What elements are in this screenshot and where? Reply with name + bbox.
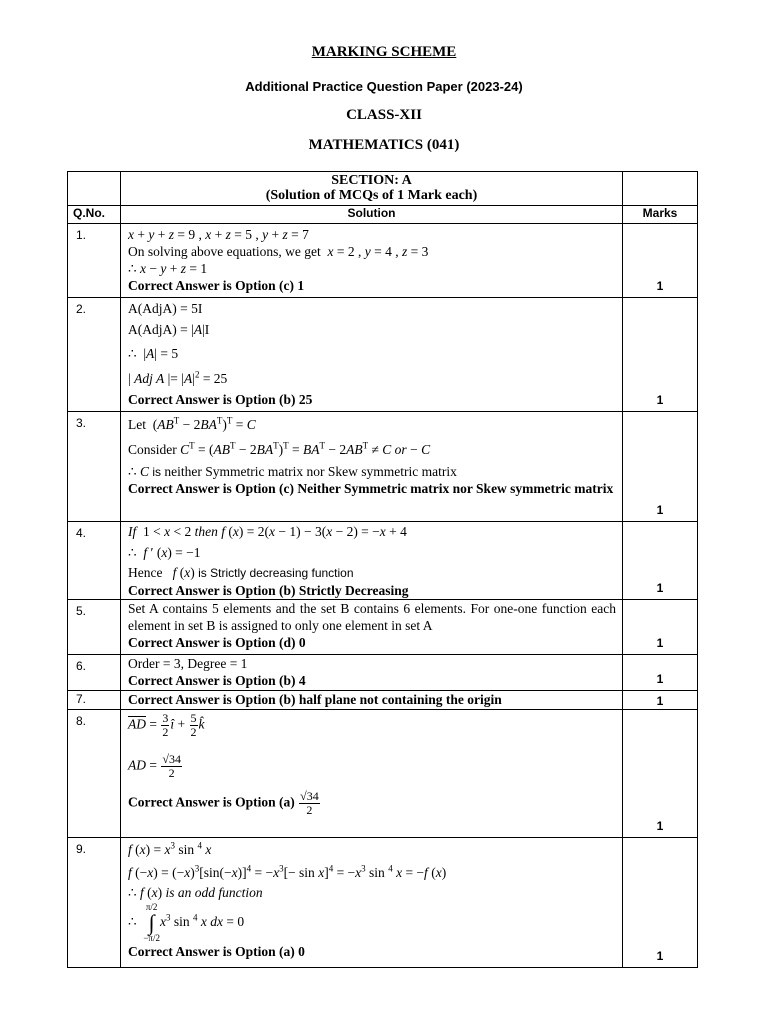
solution-line: ∴ x − y + z = 1 [128, 261, 208, 276]
solution-line: ∴ |A| = 5 [128, 346, 179, 361]
solution-line: A(AdjA) = |A|I [128, 322, 210, 337]
marks-cell: 1 [623, 710, 698, 838]
correct-answer: Correct Answer is Option (c) 1 [128, 278, 305, 293]
marks-column-header: Marks [623, 206, 698, 224]
document-subtitle: Additional Practice Question Paper (2023-24) [245, 79, 523, 94]
column-header-row [68, 206, 698, 224]
solution-line: ∴ π/2 ∫ $-\pi/2x^3$ sin $^4$ x dx = 0 [128, 902, 245, 943]
qno-column-header: Q.No. [68, 206, 121, 224]
question-number: 8. [68, 710, 121, 838]
correct-answer: Correct Answer is Option (b) Strictly Decreasing [128, 583, 409, 598]
solution-line: ∴ C is neither Symmetric matrix nor Skew symmetric matrix [128, 464, 457, 479]
correct-answer: Correct Answer is Option (a) $\frac{√34}{2}$ [128, 789, 319, 817]
marks-cell: 1 [623, 522, 698, 600]
class-heading: CLASS-XII [346, 107, 422, 123]
question-number: 6. [68, 655, 121, 691]
solution-cell [121, 412, 623, 522]
question-number: 3. [68, 412, 121, 522]
question-row-2 [68, 298, 698, 412]
section-name: SECTION: A [331, 173, 412, 188]
marks-cell: 1 [623, 412, 698, 522]
solution-cell [121, 600, 623, 655]
solution-line: A(AdjA) = 5I [128, 301, 203, 316]
correct-answer: Correct Answer is Option (b) 4 [128, 673, 306, 688]
question-number: 7. [68, 691, 121, 710]
question-row-9 [68, 838, 698, 968]
question-row-4 [68, 522, 698, 600]
solution-line: Hence f (x) is Strictly decreasing function [128, 565, 354, 580]
marks-cell: 1 [623, 224, 698, 298]
solution-cell [121, 710, 623, 838]
question-number: 1. [68, 224, 121, 298]
solution-line: x + y + z = 9 , x + z = 5 , y + z = 7 [128, 227, 309, 242]
solution-cell [121, 838, 623, 968]
solution-line: f $(-x) = (-x)^3[\sin(-x)]^4 = -x^3[- \sin x]^4 = -x^3$ sin $^4$ x = −f (x) [128, 863, 447, 880]
marking-scheme-table [67, 171, 698, 968]
question-row-8 [68, 710, 698, 838]
question-row-6 [68, 655, 698, 691]
solution-line: AD = $\frac{√34}{2}$ [128, 752, 181, 780]
question-number: 9. [68, 838, 121, 968]
solution-line: f $(x) = x^3$ sin $^4$ x [128, 840, 212, 857]
section-description: (Solution of MCQs of 1 Mark each) [265, 188, 478, 203]
correct-answer: Correct Answer is Option (a) 0 [128, 944, 305, 959]
solution-cell [121, 522, 623, 600]
solution-cell [121, 691, 623, 710]
solution-cell [121, 655, 623, 691]
solution-line: ∴ f ′ (x) = −1 [128, 545, 201, 560]
solution-line: Set A contains 5 elements and the set B contains 6 elements. For one-one function each element in set B is assigned to only one element in set A [128, 601, 616, 633]
correct-answer: Correct Answer is Option (b) half plane not containing the origin [128, 692, 502, 707]
question-number: 5. [68, 600, 121, 655]
section-header-row [68, 172, 698, 206]
correct-answer: Correct Answer is Option (d) 0 [128, 635, 306, 650]
solution-line: Let $(AB^T - 2BA^T)^T = C$ [128, 415, 256, 432]
question-number: 2. [68, 298, 121, 412]
solution-line: Consider $C^T = (AB^T - 2BA^T)^T = BA^T - 2AB^T \ne C$ or − C [128, 440, 431, 457]
solution-line: On solving above equations, we get x = 2 , y = 4 , z = 3 [128, 244, 429, 259]
correct-answer: Correct Answer is Option (b) 25 [128, 392, 313, 407]
question-row-3 [68, 412, 698, 522]
question-row-7 [68, 691, 698, 710]
marks-cell: 1 [623, 655, 698, 691]
marks-cell: 1 [623, 600, 698, 655]
solution-line: $\overline{AD}$ = $\frac{3}{2}$ î + $\frac{5}{2}$ k̂ [128, 711, 205, 739]
solution-column-header: Solution [121, 206, 623, 224]
marks-cell: 1 [623, 691, 698, 710]
question-row-5 [68, 600, 698, 655]
solution-line: If 1 < x < 2 then f (x) = 2(x − 1) − 3(x − 2) = −x + 4 [128, 524, 407, 539]
solution-line: ∴ f (x) is an odd function [128, 885, 263, 900]
marks-cell: 1 [623, 838, 698, 968]
solution-line: Order = 3, Degree = 1 [128, 656, 248, 671]
subject-heading: MATHEMATICS (041) [308, 137, 460, 153]
section-header [121, 172, 623, 206]
correct-answer: Correct Answer is Option (c) Neither Symmetric matrix nor Skew symmetric matrix [128, 481, 614, 496]
question-number: 4. [68, 522, 121, 600]
marks-cell: 1 [623, 298, 698, 412]
document-title: MARKING SCHEME [311, 44, 457, 60]
solution-cell [121, 298, 623, 412]
solution-line: | Adj A |= $|A|^2 = 25$ [128, 369, 228, 386]
solution-cell [121, 224, 623, 298]
question-row-1 [68, 224, 698, 298]
